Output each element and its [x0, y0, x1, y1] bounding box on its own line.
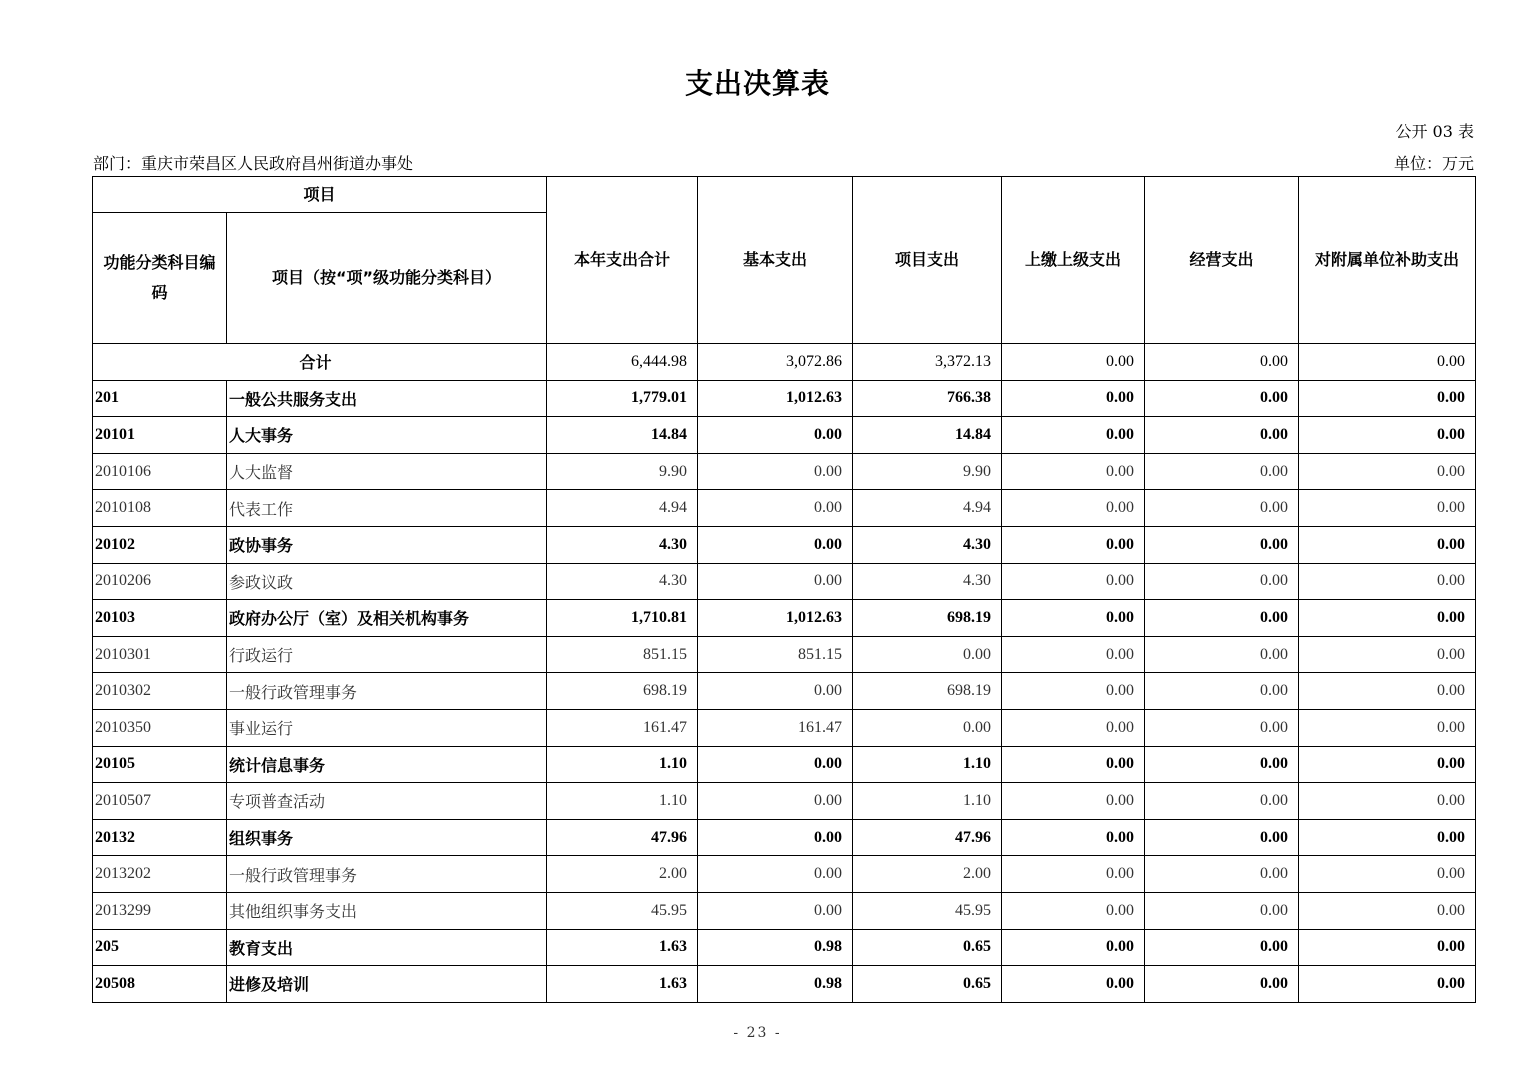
row-value: 0.98 — [698, 929, 853, 966]
row-value: 0.00 — [698, 453, 853, 490]
table-body — [93, 344, 1476, 1003]
row-value: 0.00 — [1299, 709, 1476, 746]
row-value: 0.00 — [1002, 526, 1145, 563]
row-value: 0.00 — [1299, 636, 1476, 673]
row-name: 人大监督 — [227, 453, 547, 490]
row-value: 0.00 — [1002, 819, 1145, 856]
row-value: 4.30 — [853, 563, 1002, 600]
row-value: 0.00 — [853, 709, 1002, 746]
row-value: 1,779.01 — [547, 380, 698, 417]
row-value: 0.00 — [1299, 490, 1476, 527]
header-basic: 基本支出 — [698, 177, 853, 344]
row-value: 0.00 — [1002, 417, 1145, 454]
table-row — [93, 856, 1476, 893]
row-code: 2013299 — [93, 892, 227, 929]
row-value: 0.00 — [1299, 380, 1476, 417]
row-value: 0.00 — [1145, 636, 1299, 673]
row-value: 0.00 — [1299, 600, 1476, 637]
row-name: 政协事务 — [227, 526, 547, 563]
row-value: 0.00 — [1002, 783, 1145, 820]
table-row — [93, 892, 1476, 929]
row-value: 0.00 — [1002, 453, 1145, 490]
row-value: 1,710.81 — [547, 600, 698, 637]
row-value: 0.00 — [698, 490, 853, 527]
row-value: 0.00 — [1002, 892, 1145, 929]
row-value: 0.00 — [1299, 783, 1476, 820]
row-value: 0.65 — [853, 929, 1002, 966]
page-title: 支出决算表 — [684, 67, 830, 100]
row-value: 14.84 — [853, 417, 1002, 454]
row-code: 2010108 — [93, 490, 227, 527]
row-name: 教育支出 — [227, 929, 547, 966]
header-project: 项目支出 — [853, 177, 1002, 344]
table-row — [93, 746, 1476, 783]
row-value: 0.00 — [1002, 636, 1145, 673]
row-value: 2.00 — [547, 856, 698, 893]
row-value: 0.00 — [1145, 563, 1299, 600]
header-upper: 上缴上级支出 — [1002, 177, 1145, 344]
row-value: 0.00 — [1299, 746, 1476, 783]
row-value: 0.00 — [1002, 709, 1145, 746]
row-value: 0.00 — [1145, 380, 1299, 417]
row-value: 4.94 — [547, 490, 698, 527]
row-value: 0.00 — [1002, 746, 1145, 783]
row-name: 事业运行 — [227, 709, 547, 746]
table-row — [93, 453, 1476, 490]
department-label: 部门：重庆市荣昌区人民政府昌州街道办事处 — [93, 154, 414, 173]
row-value: 1.10 — [547, 783, 698, 820]
header-total: 本年支出合计 — [547, 177, 698, 344]
table-row — [93, 673, 1476, 710]
row-value: 0.00 — [1299, 417, 1476, 454]
row-value: 0.00 — [698, 417, 853, 454]
row-value: 14.84 — [547, 417, 698, 454]
row-value: 0.00 — [698, 856, 853, 893]
table-row — [93, 709, 1476, 746]
row-name: 进修及培训 — [227, 966, 547, 1003]
row-code: 20102 — [93, 526, 227, 563]
total-cell: 0.00 — [1299, 344, 1476, 381]
row-value: 0.00 — [1002, 380, 1145, 417]
header-project-group: 项目 — [93, 177, 547, 213]
row-value: 1,012.63 — [698, 600, 853, 637]
row-name: 一般行政管理事务 — [227, 856, 547, 893]
table-row — [93, 526, 1476, 563]
row-name: 行政运行 — [227, 636, 547, 673]
row-value: 0.00 — [1002, 563, 1145, 600]
row-value: 0.00 — [1145, 600, 1299, 637]
row-value: 0.00 — [1145, 673, 1299, 710]
row-value: 0.00 — [698, 819, 853, 856]
row-value: 47.96 — [547, 819, 698, 856]
row-value: 0.00 — [1002, 490, 1145, 527]
row-value: 0.00 — [853, 636, 1002, 673]
row-value: 851.15 — [547, 636, 698, 673]
row-value: 0.00 — [1145, 783, 1299, 820]
row-value: 0.00 — [1145, 819, 1299, 856]
row-value: 161.47 — [698, 709, 853, 746]
row-value: 0.00 — [1299, 856, 1476, 893]
row-value: 0.00 — [698, 563, 853, 600]
row-code: 20103 — [93, 600, 227, 637]
row-code: 20508 — [93, 966, 227, 1003]
table-row — [93, 490, 1476, 527]
row-value: 0.00 — [1299, 892, 1476, 929]
table-row — [93, 563, 1476, 600]
row-code: 2010301 — [93, 636, 227, 673]
row-value: 0.00 — [1002, 673, 1145, 710]
row-name: 一般行政管理事务 — [227, 673, 547, 710]
row-name: 人大事务 — [227, 417, 547, 454]
row-code: 205 — [93, 929, 227, 966]
table-row — [93, 783, 1476, 820]
row-value: 0.00 — [1299, 673, 1476, 710]
expenditure-table — [92, 176, 1476, 1003]
row-value: 0.00 — [1299, 563, 1476, 600]
header-business: 经营支出 — [1145, 177, 1299, 344]
row-value: 0.00 — [1145, 417, 1299, 454]
header-code: 功能分类科目编码 — [93, 213, 227, 344]
row-name: 参政议政 — [227, 563, 547, 600]
total-cell: 3,072.86 — [698, 344, 853, 381]
row-code: 20101 — [93, 417, 227, 454]
row-value: 0.00 — [1299, 526, 1476, 563]
row-value: 0.00 — [1002, 966, 1145, 1003]
total-cell: 0.00 — [1002, 344, 1145, 381]
total-row — [93, 344, 1476, 381]
row-value: 9.90 — [853, 453, 1002, 490]
total-label: 合计 — [93, 344, 547, 381]
table-row — [93, 819, 1476, 856]
row-value: 9.90 — [547, 453, 698, 490]
row-value: 0.00 — [1299, 819, 1476, 856]
row-name: 统计信息事务 — [227, 746, 547, 783]
row-value: 0.00 — [1299, 453, 1476, 490]
row-name: 专项普查活动 — [227, 783, 547, 820]
row-value: 698.19 — [853, 673, 1002, 710]
row-value: 0.00 — [1145, 856, 1299, 893]
row-value: 0.00 — [1002, 600, 1145, 637]
row-name: 代表工作 — [227, 490, 547, 527]
row-value: 0.98 — [698, 966, 853, 1003]
row-code: 20132 — [93, 819, 227, 856]
row-value: 161.47 — [547, 709, 698, 746]
row-value: 0.00 — [1145, 526, 1299, 563]
row-value: 0.65 — [853, 966, 1002, 1003]
row-code: 2010206 — [93, 563, 227, 600]
row-value: 0.00 — [1299, 929, 1476, 966]
row-value: 766.38 — [853, 380, 1002, 417]
table-row — [93, 417, 1476, 454]
page-number: - 23 - — [733, 1025, 782, 1041]
row-value: 4.30 — [547, 563, 698, 600]
row-value: 0.00 — [1145, 490, 1299, 527]
row-value: 1.10 — [853, 783, 1002, 820]
row-value: 2.00 — [853, 856, 1002, 893]
form-number: 公开 03 表 — [1395, 122, 1474, 141]
row-code: 2010302 — [93, 673, 227, 710]
row-value: 4.94 — [853, 490, 1002, 527]
row-value: 698.19 — [853, 600, 1002, 637]
unit-label: 单位：万元 — [1393, 154, 1474, 173]
row-name: 一般公共服务支出 — [227, 380, 547, 417]
total-cell: 0.00 — [1145, 344, 1299, 381]
row-value: 0.00 — [1145, 892, 1299, 929]
row-value: 4.30 — [853, 526, 1002, 563]
row-value: 0.00 — [1145, 746, 1299, 783]
row-value: 0.00 — [1145, 453, 1299, 490]
row-value: 0.00 — [698, 746, 853, 783]
row-value: 47.96 — [853, 819, 1002, 856]
header-name: 项目（按“项”级功能分类科目） — [227, 213, 547, 344]
row-value: 0.00 — [1002, 929, 1145, 966]
row-value: 0.00 — [698, 673, 853, 710]
row-name: 其他组织事务支出 — [227, 892, 547, 929]
table-row — [93, 966, 1476, 1003]
total-cell: 3,372.13 — [853, 344, 1002, 381]
row-value: 45.95 — [547, 892, 698, 929]
row-value: 4.30 — [547, 526, 698, 563]
row-value: 0.00 — [1299, 966, 1476, 1003]
row-value: 1.10 — [853, 746, 1002, 783]
total-cell: 6,444.98 — [547, 344, 698, 381]
row-name: 组织事务 — [227, 819, 547, 856]
row-value: 0.00 — [1145, 929, 1299, 966]
row-value: 851.15 — [698, 636, 853, 673]
row-value: 1.10 — [547, 746, 698, 783]
row-value: 0.00 — [698, 783, 853, 820]
row-value: 1.63 — [547, 929, 698, 966]
row-code: 2010350 — [93, 709, 227, 746]
row-value: 45.95 — [853, 892, 1002, 929]
row-value: 1,012.63 — [698, 380, 853, 417]
table-row — [93, 600, 1476, 637]
row-value: 0.00 — [698, 526, 853, 563]
row-value: 698.19 — [547, 673, 698, 710]
row-code: 2010106 — [93, 453, 227, 490]
row-value: 1.63 — [547, 966, 698, 1003]
table-row — [93, 636, 1476, 673]
row-code: 2010507 — [93, 783, 227, 820]
row-value: 0.00 — [1002, 856, 1145, 893]
row-value: 0.00 — [698, 892, 853, 929]
row-value: 0.00 — [1145, 966, 1299, 1003]
table-row — [93, 929, 1476, 966]
row-code: 2013202 — [93, 856, 227, 893]
row-code: 201 — [93, 380, 227, 417]
header-subsidy: 对附属单位补助支出 — [1299, 177, 1476, 344]
table-row — [93, 380, 1476, 417]
row-value: 0.00 — [1145, 709, 1299, 746]
row-name: 政府办公厅（室）及相关机构事务 — [227, 600, 547, 637]
row-code: 20105 — [93, 746, 227, 783]
